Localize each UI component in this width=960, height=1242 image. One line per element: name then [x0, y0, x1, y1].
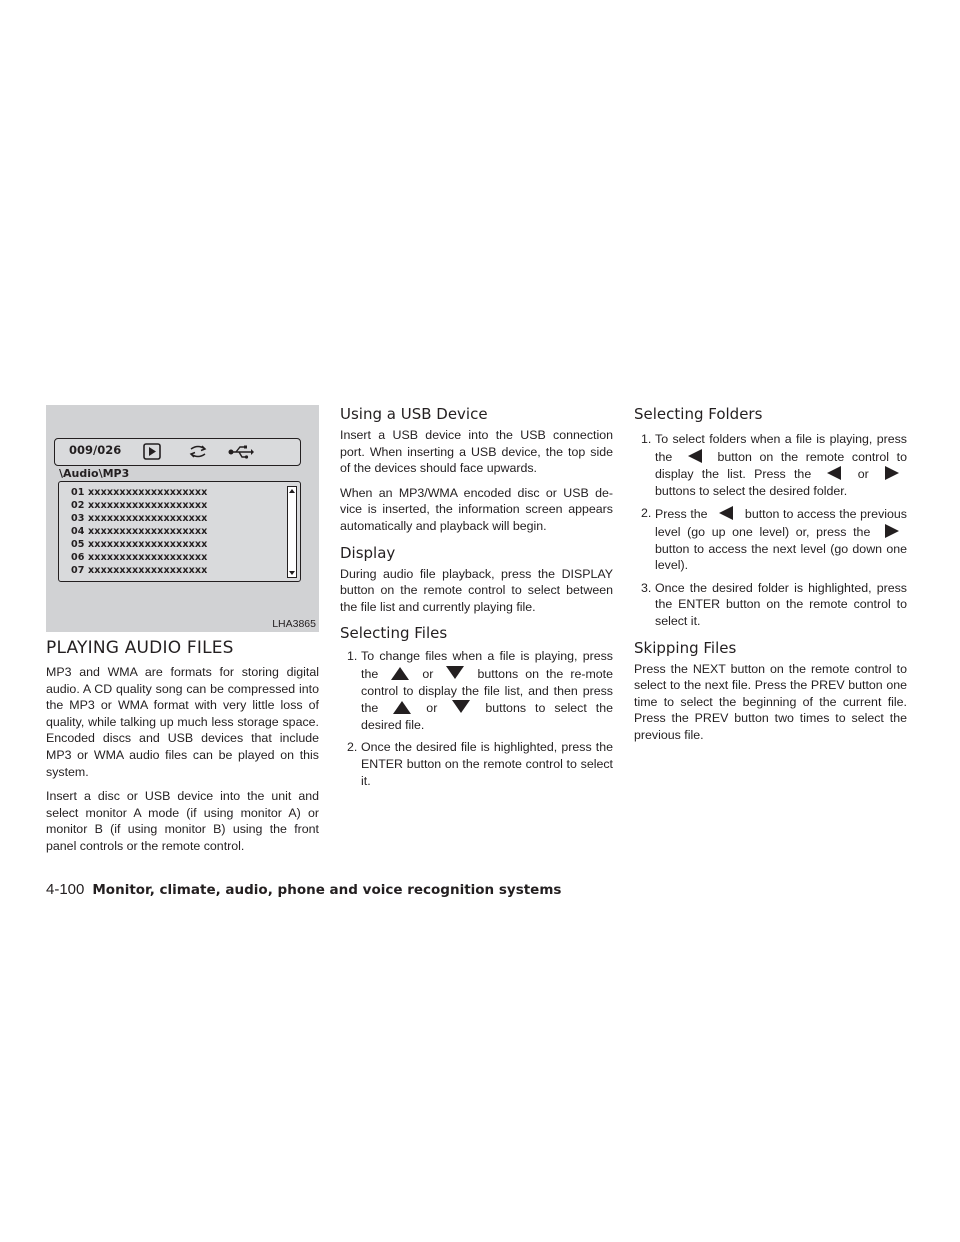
step-number: 2. [347, 740, 358, 755]
step-text: or [426, 701, 438, 716]
paragraph: When an MP3/WMA encoded disc or USB de-vice is inserted, the information screen appears automatically and playback will begin. [340, 485, 613, 533]
step-text: buttons on the re-mote control to display the file list, and then press the [361, 666, 614, 716]
step-1 [634, 431, 907, 499]
list-item: 01 xxxxxxxxxxxxxxxxxxx [71, 487, 208, 498]
right-arrow-icon [877, 523, 907, 539]
step-text: or [857, 467, 869, 482]
paragraph: Insert a disc or USB device into the unit and select monitor A mode (if using monitor A) or monitor B (if using monitor B) using the front panel controls or the remote control. [46, 789, 319, 853]
up-arrow-icon [387, 699, 417, 715]
step-text: button on the remote control to display the list. Press the [655, 449, 907, 482]
up-arrow-icon [385, 665, 415, 681]
audio-screen-figure [46, 405, 319, 632]
paragraph: Insert a USB device into the USB connection port. When inserting a USB device, the top side of the devices should face upwards. [340, 428, 613, 476]
left-arrow-icon [819, 465, 849, 481]
page-footer [46, 881, 561, 898]
step-number: 1. [347, 649, 358, 664]
step-number: 3. [641, 580, 652, 595]
paragraph: Press the NEXT button on the remote control to select to the next file. Press the PREV button one time to select the beginning of the current file. Press the PREV button two times to select the previous file. [634, 661, 907, 742]
step-2 [634, 505, 907, 573]
list-item: 06 xxxxxxxxxxxxxxxxxxx [71, 552, 208, 563]
step-text: To select folders when a file is playing, press the [655, 432, 907, 464]
step-text: or [422, 666, 434, 681]
step-text: button to access the previous level (go up one level) or, press the [655, 507, 907, 539]
step-text: Press the [655, 507, 708, 522]
down-arrow-icon [440, 665, 470, 681]
column-1 [46, 638, 319, 855]
scroll-up-icon [288, 487, 296, 495]
section-heading-playing: PLAYING AUDIO FILES [46, 638, 234, 658]
track-counter: 009/026 [69, 443, 122, 457]
list-item: 03 xxxxxxxxxxxxxxxxxxx [71, 513, 208, 524]
step-text: Once the desired file is highlighted, press the ENTER button on the remote control to select it. [361, 740, 613, 788]
step-text: To change files when a file is playing, press the [361, 649, 613, 681]
usb-icon [228, 444, 254, 459]
repeat-icon [188, 443, 208, 460]
list-item: 04 xxxxxxxxxxxxxxxxxxx [71, 526, 208, 537]
left-arrow-icon [711, 505, 741, 521]
chapter-title: Monitor, climate, audio, phone and voice recognition systems [92, 882, 562, 898]
left-arrow-icon [680, 448, 710, 464]
column-3 [634, 405, 907, 744]
step-text: button to access the next level (go down one level). [655, 541, 907, 573]
step-number: 2. [641, 506, 652, 521]
down-arrow-icon [446, 699, 476, 715]
list-item: 02 xxxxxxxxxxxxxxxxxxx [71, 500, 208, 511]
step-3 [634, 580, 907, 630]
step-2 [340, 739, 613, 789]
right-arrow-icon [877, 465, 907, 481]
folder-path: \Audio\MP3 [59, 467, 130, 480]
column-2 [340, 405, 613, 789]
page-number: 4-100 [46, 881, 85, 898]
section-heading-selecting-folders: Selecting Folders [634, 405, 763, 423]
section-heading-skipping: Skipping Files [634, 638, 737, 657]
paragraph: MP3 and WMA are formats for storing digital audio. A CD quality song can be compressed into the MP3 or WMA format with very little loss of quality, while talking up much less storage space. Encoded discs and USB devices that include MP3 or WMA audio files can be played on this system. [46, 665, 319, 779]
list-item: 07 xxxxxxxxxxxxxxxxxxx [71, 565, 208, 576]
section-heading-display: Display [340, 543, 396, 562]
scroll-down-icon [288, 569, 296, 577]
status-bar [54, 438, 301, 466]
step-text: Once the desired folder is highlighted, press the ENTER button on the remote control to select it. [655, 580, 907, 628]
scrollbar [287, 486, 297, 578]
paragraph: During audio file playback, press the DISPLAY button on the remote control to select between the file list and currently playing file. [340, 566, 613, 614]
step-1 [340, 648, 613, 733]
file-list [58, 481, 301, 582]
section-heading-selecting-files: Selecting Files [340, 624, 448, 643]
step-text: buttons to select the desired folder. [655, 483, 848, 498]
list-item: 05 xxxxxxxxxxxxxxxxxxx [71, 539, 208, 550]
figure-id: LHA3865 [272, 618, 316, 630]
step-number: 1. [641, 432, 652, 446]
step-text: buttons to select the desired file. [361, 701, 614, 732]
play-icon [143, 443, 161, 460]
section-heading-usb: Using a USB Device [340, 405, 488, 423]
